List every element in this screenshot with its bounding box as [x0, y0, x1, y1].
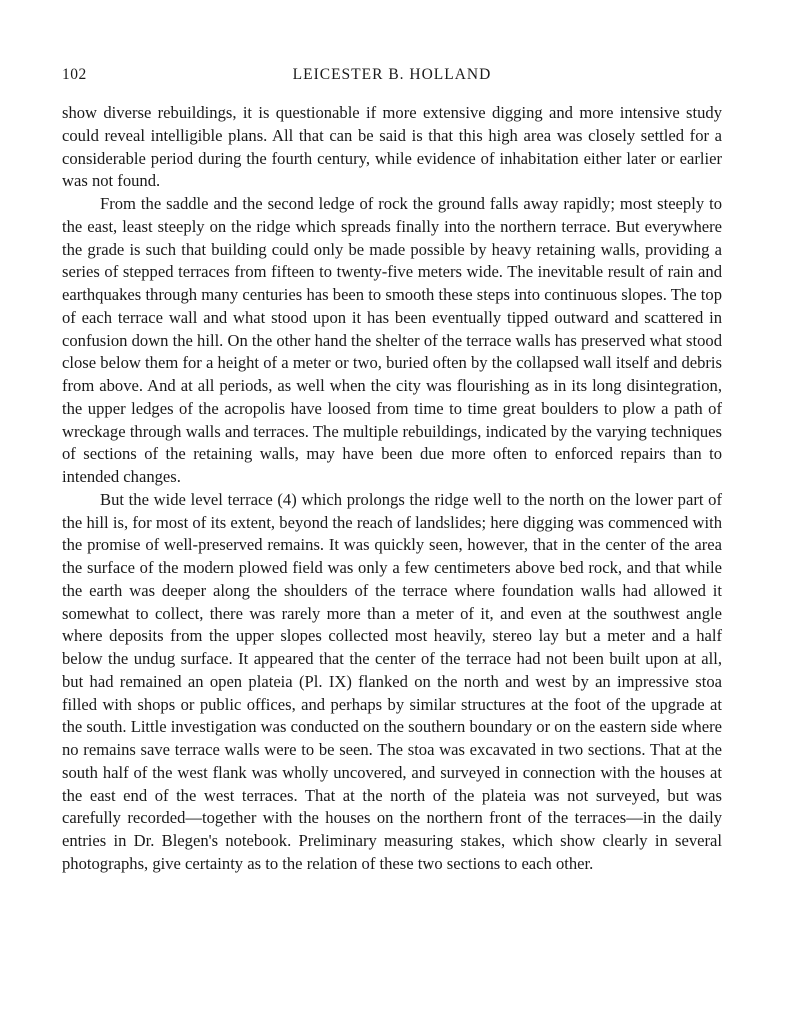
paragraph-continued: show diverse rebuildings, it is questionable if more extensive digging and more intensive study could reveal intelligible plans. All that can be said is that this high area was closely settled for a considerable period during the fourth century, while evidence of inhabitation either later or earlier was not found.: [62, 103, 722, 191]
page: [62, 66, 722, 876]
running-head: [62, 66, 722, 90]
page-number: 102: [62, 66, 87, 83]
body-text: [62, 102, 722, 876]
paragraph-level-terrace: But the wide level terrace (4) which prolongs the ridge well to the north on the lower part of the hill is, for most of its extent, beyond the reach of landslides; here digging was commenced with the promise of well-preserved remains. It was quickly seen, however, that in the center of the area the surface of the modern plowed field was only a few centimeters above bed rock, and that while the earth was deeper along the shoulders of the terrace where foundation walls had allowed it somewhat to collect, there was rarely more than a meter of it, and even at the southwest angle where deposits from the upper slopes collected most heavily, stereo lay but a meter and a half below the undug surface. It appeared that the center of the terrace had not been built upon at all, but had remained an open plateia (Pl. IX) flanked on the north and west by an impressive stoa filled with shops or public offices, and perhaps by similar structures at the foot of the upgrade at the south. Little investigation was conducted on the southern boundary or on the eastern side where no remains save terrace walls were to be seen. The stoa was excavated in two sections. That at the south half of the west flank was wholly uncovered, and surveyed in connection with the houses at the east end of the west terraces. That at the north of the plateia was not surveyed, but was carefully recorded—together with the houses on the northern front of the terraces—in the daily entries in Dr. Blegen's notebook. Preliminary measuring stakes, which show clearly in several photographs, give certainty as to the relation of these two sections to each other.: [62, 489, 722, 873]
running-title: LEICESTER B. HOLLAND: [292, 66, 492, 83]
paragraph-terrace-walls: From the saddle and the second ledge of rock the ground falls away rapidly; most steeply to the east, least steeply on the ridge which spreads finally into the northern terrace. But everywhere the grade is such that building could only be made possible by heavy retaining walls, providing a series of stepped terraces from fifteen to twenty-five meters wide. The inevitable result of rain and earthquakes through many centuries has been to smooth these steps into continuous slopes. The top of each terrace wall and what stood upon it has been eventually tipped outward and scattered in confusion down the hill. On the other hand the shelter of the terrace walls has preserved what stood close below them for a height of a meter or two, buried often by the collapsed wall itself and debris from above. And at all periods, as well when the city was flourishing as in its long disintegration, the upper ledges of the acropolis have loosed from time to time great boulders to plow a path of wreckage through walls and terraces. The multiple rebuildings, indicated by the varying techniques of sections of the retaining walls, may have been due more often to enforced repairs than to intended changes.: [62, 194, 722, 486]
